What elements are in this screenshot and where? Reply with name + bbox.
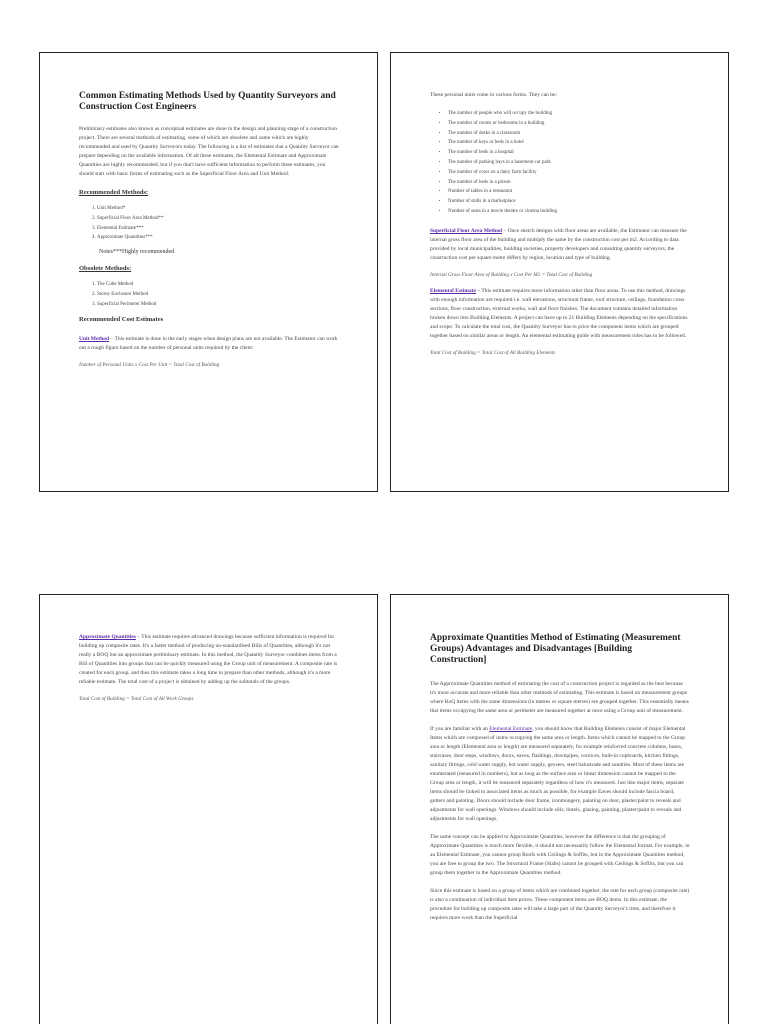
list-item: 3. Elemental Estimate*** <box>97 224 339 234</box>
list-item: 1. Unit Method* <box>97 204 339 214</box>
document-page-1 <box>39 52 378 492</box>
aq-formula: Total Cost of Building = Total Cost of All Work Groups <box>79 696 194 702</box>
notes: Notes***Highly recommended <box>99 249 175 256</box>
units-intro: These personal units come in various forms. They can be: <box>430 92 557 98</box>
list-item: 3. Superficial Perimeter Method <box>97 300 339 310</box>
list-item: • The number of rooms or bedrooms in a building <box>448 119 690 129</box>
recommended-heading: Recommended Methods: <box>79 189 149 196</box>
sfa-paragraph <box>430 227 690 263</box>
sfa-method-link[interactable]: Superficial Floor Area Method <box>430 227 503 234</box>
elemental-paragraph <box>430 287 690 341</box>
units-list <box>430 109 690 217</box>
list-item: • The number of keys or beds in a hotel <box>448 138 690 148</box>
text: If you are familiar with an <box>430 726 490 732</box>
unit-method-paragraph <box>79 335 339 353</box>
document-page-4 <box>390 594 729 1024</box>
page-title: Common Estimating Methods Used by Quantity Surveyors and Construction Cost Engineers <box>79 91 336 112</box>
list-item: • Number of tables in a restaurant <box>448 187 690 197</box>
unit-method-link[interactable]: Unit Method <box>79 335 110 342</box>
unit-formula: Number of Personal Units x Cost Per Unit = Total Cost of Building <box>79 361 220 368</box>
intro-paragraph: Preliminary estimates also known as conceptual estimates are done in the design and planning stage of a construction project. There are several methods of estimating, some of which are obsolete and some which are highly recommended and used by Quantity Surveyors today. The following is a list of estimates that a Quantity Surveyor can prepare depending on the available information. Of all these estimates, the Elemental Estimate and Approximate Quantities are highly recommended, but if you don't have sufficient information to perform these estimates, you should start with basic forms of estimating such as the Superficial Floor Area and Unit Method. <box>79 126 339 177</box>
aq-paragraph <box>79 633 339 687</box>
paragraph: Since this estimate is based on a group of items which are combined together, the rate for each group (composite rate) is also a combination of individual item prices. These component items are BOQ items. In this estimate, the procedure for building up composite rates will take a large part of the Quantity Surveyor's time, and therefore it requires more work than the Superficial <box>430 888 690 921</box>
list-item: • The number of beds in a hospital <box>448 148 690 158</box>
paragraph: The Approximate Quantities method of estimating the cost of a construction project is regarded as the best because it's more accurate and more reliable than other methods of estimating. This estimate is based on measurement groups where BoQ items with the same dimensions (in metres or square metres) are grouped together. This essentially means that items occupying the same area or perimeter are measured together at once using a Group unit of measurement. <box>430 681 689 714</box>
obsolete-heading: Obsolete Methods: <box>79 265 132 273</box>
list-item: • The number of parking bays in a basement car park <box>448 158 690 168</box>
page-title: Approximate Quantities Method of Estimating (Measurement Groups) Advantages and Disadvantages [Building Construction] <box>430 633 681 665</box>
paragraph <box>430 725 690 824</box>
document-page-3 <box>39 594 378 1024</box>
list-item: • The number of people who will occupy the building <box>448 109 690 119</box>
elemental-formula: Total Cost of Building = Total Cost of All Building Elements <box>430 349 556 356</box>
text: , you should know that Building Elements consist of major Elemental Items which are composed of items occupying the same area or length. Items which cannot be mapped to the Group area or length (Elemental area or length) are measured separately, for example reinforced concrete columns, bases, staircases, door steps, windows, doors, eaves, flashings, downpipes, cornices, built-in cupboards, kitchen fittings, sanitary fittings, cold water supply, hot water supply, geysers, steel balustrade and sundries. Most of these items are enumerated (measured in numbers), but as long as the surface area or linear dimension cannot be mapped to the Group area or length, it will be measured separately regardless of how it's measured. Just like major items, separate items should be linked to associated items as much as possible, for example Eaves should include fascia board, gutters and painting. Doors should include door frame, ironmongery, painting on door, plaster/paint to reveals and adjustments for wall openings. Windows should include sills, lintels, glazing, painting, plaster/paint to reveals and adjustments for wall openings. <box>430 726 686 822</box>
approximate-quantities-link[interactable]: Approximate Quantities <box>79 634 136 640</box>
obsolete-list <box>79 280 339 309</box>
list-item: 4. Approximate Quantities*** <box>97 233 339 243</box>
sfa-formula: Internal Gross Floor Area of Building x Cost Per M2 = Total Cost of Building <box>430 271 593 278</box>
unit-method-text: – This estimate is done in the early stages when design plans are not available. The Estimator can work out a rough figure based on the number of personal units required by the client: <box>79 335 338 351</box>
recommended-list <box>79 204 339 243</box>
sfa-text: – Once sketch designs with floor areas are available, the Estimator can measure the internal gross floor area of the building and multiply the same by the construction cost per m2. According to data provided by local municipalities, building societies, property developers and consulting quantity surveyors, the construction cost per square metre differs by region, location and type of building. <box>430 227 687 261</box>
list-item: 2. Superficial Floor Area Method** <box>97 214 339 224</box>
elemental-estimate-link[interactable]: Elemental Estimate <box>430 287 476 294</box>
aq-text: – This estimate requires advanced drawings because sufficient information is required for building up composite rates. It's a faster method of producing un-standardised Bills of Quantities, although it's not really a BOQ but an approximate preliminary estimate. In this method, the Quantity Surveyor combines items from a Bill of Quantities into groups that can be quickly measured using the Group unit of measurement. A composite rate is created for each group, and thus this estimate takes a long time to prepare than other methods, although it's a more reliable estimate. The total cost of a project is obtained by adding up the subtotals of the groups. <box>79 634 338 685</box>
list-item: • The number of cows on a dairy farm facility <box>448 168 690 178</box>
document-page-2 <box>390 52 729 492</box>
list-item: • The number of desks in a classroom <box>448 129 690 139</box>
cost-estimates-heading: Recommended Cost Estimates <box>79 315 164 323</box>
list-item: • Number of seats in a movie theatre or cinema building <box>448 207 690 217</box>
list-item: • Number of stalls in a marketplace <box>448 197 690 207</box>
list-item: 1. The Cube Method <box>97 280 339 290</box>
paragraph: The same concept can be applied to Approximate Quantities, however the difference is that the grouping of Approximate Quantities is much more flexible, it should not necessarily follow the Elemental format. For example, in an Elemental Estimate, you cannot group Roofs with Ceilings & Soffits, but in the Approximate Quantities method, you are free to group the two. The Structural Frame (Slabs) cannot be grouped with Ceilings & Soffits, but you can group them together in the Approximate Quantities method. <box>430 834 690 876</box>
elemental-estimate-link[interactable]: Elemental Estimate <box>489 726 533 732</box>
list-item: 2. Storey Enclosure Method <box>97 290 339 300</box>
elemental-text: – This estimate requires more information other than floor areas. To use this method, drawings with enough information are required i.e. wall elevations, structural frame, roof structure, ceilings, foundation cross sections, floor construction, external works, wall and floor finishes. The document contains detailed information broken down into Building Elements. A project can have up to 21 Building Elements depending on the specifications and scope. To calculate the total cost, the Quantity Surveyor has to price the component items which are grouped together based on similar areas or length. An elemental estimating guide with measurement rules has to be followed. <box>430 287 688 339</box>
list-item: • The number of beds in a prison <box>448 178 690 188</box>
